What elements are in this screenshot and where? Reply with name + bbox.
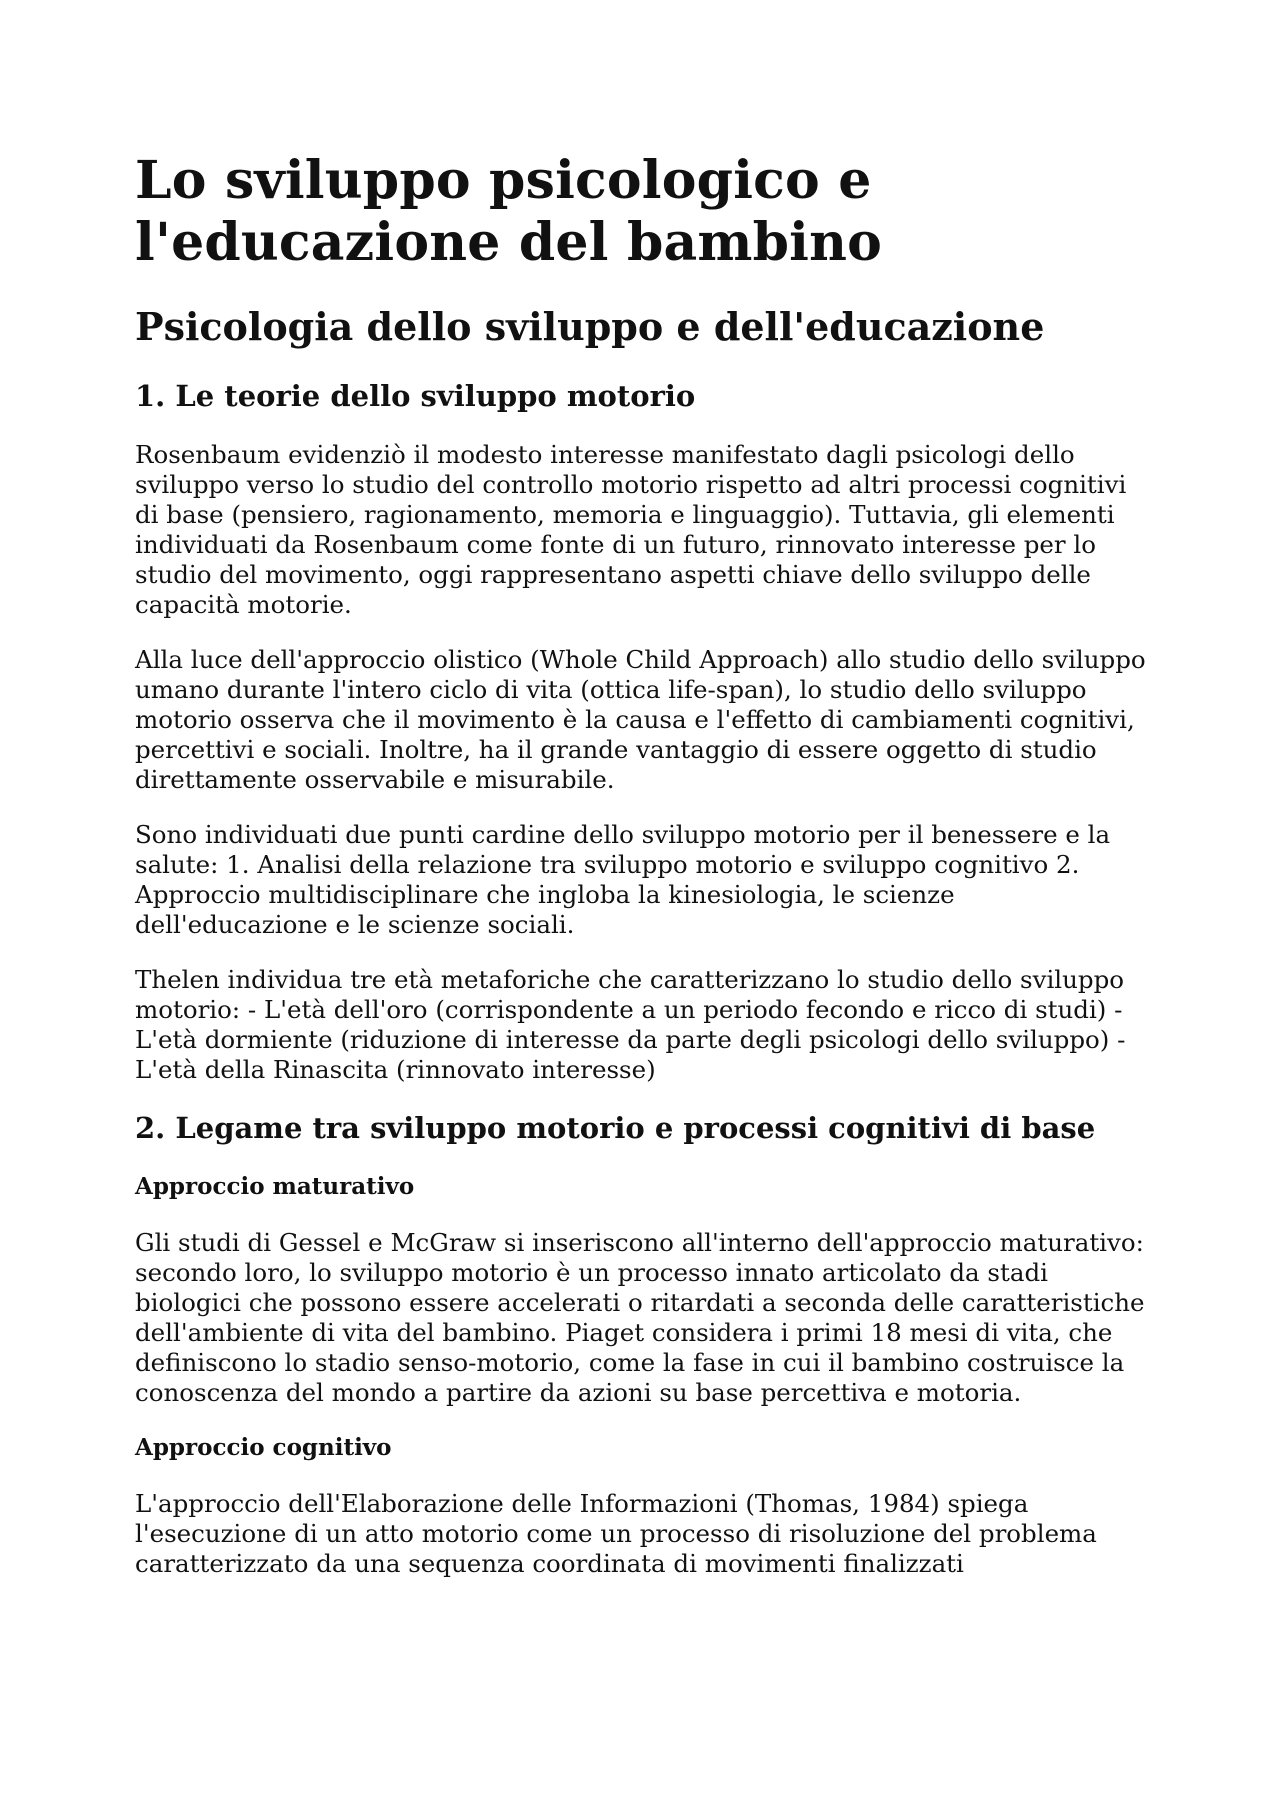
subsection-heading: Approccio cognitivo xyxy=(135,1434,392,1461)
paragraph: Rosenbaum evidenziò il modesto interesse manifestato dagli psicologi dello sviluppo verso lo studio del controllo motorio rispetto ad altri processi cognitivi di base (pensiero, ragionamento, memoria e linguaggio). Tuttavia, gli elementi individuati da Rosenbaum come fonte di un futuro, rinnovato interesse per lo studio del movimento, oggi rappresentano aspetti chiave dello sviluppo delle capacità motorie. xyxy=(135,440,1127,619)
paragraph: L'approccio dell'Elaborazione delle Informazioni (Thomas, 1984) spiega l'esecuzione di un atto motorio come un processo di risoluzione del problema caratterizzato da una sequenza coordinata di movimenti finalizzati xyxy=(135,1489,1097,1578)
document-page xyxy=(135,150,1155,1604)
subsection-approccio-maturativo xyxy=(135,1172,1155,1408)
paragraph: Gli studi di Gessel e McGraw si inseriscono all'interno dell'approccio maturativo: secondo loro, lo sviluppo motorio è un processo innato articolato da stadi biologici che possono essere accelerati o ritardati a seconda delle caratteristiche dell'ambiente di vita del bambino. Piaget considera i primi 18 mesi di vita, che definiscono lo stadio senso-motorio, come la fase in cui il bambino costruisce la conoscenza del mondo a partire da azioni su base percettiva e motoria. xyxy=(135,1228,1145,1407)
subsection-approccio-cognitivo xyxy=(135,1433,1155,1579)
document-subtitle: Psicologia dello sviluppo e dell'educazione xyxy=(135,304,1045,349)
section-processi-cognitivi xyxy=(135,1110,1155,1579)
paragraph: Alla luce dell'approccio olistico (Whole Child Approach) allo studio dello sviluppo umano durante l'intero ciclo di vita (ottica life-span), lo studio dello sviluppo motorio osserva che il movimento è la causa e l'effetto di cambiamenti cognitivi, percettivi e sociali. Inoltre, ha il grande vantaggio di essere oggetto di studio direttamente osservabile e misurabile. xyxy=(135,645,1146,794)
section-sviluppo-motorio xyxy=(135,378,1155,1085)
paragraph: Thelen individua tre età metaforiche che caratterizzano lo studio dello sviluppo motorio: - L'età dell'oro (corrispondente a un periodo fecondo e ricco di studi) - L'età dormiente (riduzione di interesse da parte degli psicologi dello sviluppo) - L'età della Rinascita (rinnovato interesse) xyxy=(135,965,1126,1084)
section-heading: 1. Le teorie dello sviluppo motorio xyxy=(135,379,696,413)
section-heading: 2. Legame tra sviluppo motorio e processi cognitivi di base xyxy=(135,1111,1096,1145)
document-title: Lo sviluppo psicologico e l'educazione del bambino xyxy=(135,150,883,273)
subsection-heading: Approccio maturativo xyxy=(135,1173,415,1200)
paragraph: Sono individuati due punti cardine dello sviluppo motorio per il benessere e la salute: 1. Analisi della relazione tra sviluppo motorio e sviluppo cognitivo 2. Approccio multidisciplinare che ingloba la kinesiologia, le scienze dell'educazione e le scienze sociali. xyxy=(135,820,1111,939)
